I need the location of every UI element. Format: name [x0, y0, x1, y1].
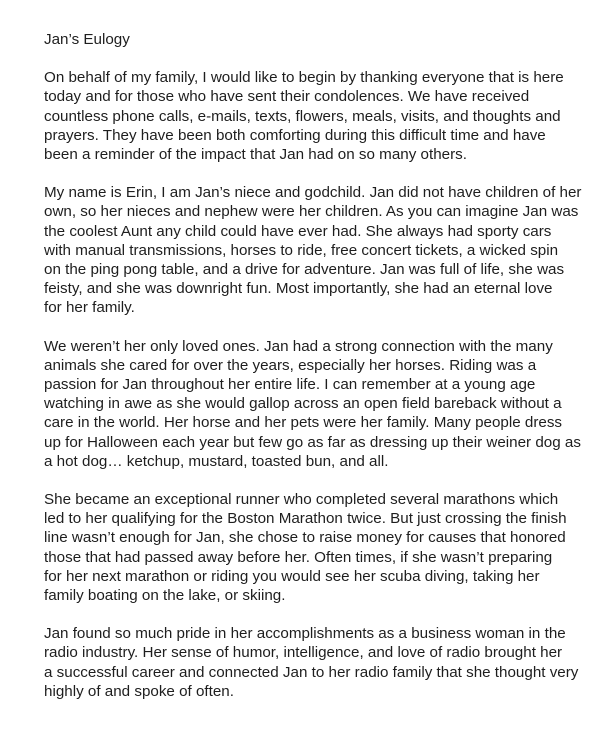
paragraph-line: She became an exceptional runner who completed several marathons which	[44, 491, 559, 509]
paragraph	[44, 490, 570, 605]
paragraph-line: Jan found so much pride in her accomplishments as a business woman in the	[44, 625, 566, 643]
paragraph-line: animals she cared for over the years, especially her horses. Riding was a	[44, 356, 537, 374]
paragraph-line: countless phone calls, e-mails, texts, flowers, meals, visits, and thoughts and	[44, 107, 561, 125]
paragraph	[44, 183, 582, 317]
paragraph-line: own, so her nieces and nephew were her children. As you can imagine Jan was	[44, 203, 579, 221]
paragraph-line: a hot dog… ketchup, mustard, toasted bun, and all.	[44, 452, 389, 470]
paragraph-line: a successful career and connected Jan to her radio family that she thought very	[44, 663, 579, 681]
paragraph-line: We weren’t her only loved ones. Jan had a strong connection with the many	[44, 337, 553, 355]
paragraph-line: radio industry. Her sense of humor, intelligence, and love of radio brought her	[44, 644, 563, 662]
paragraph-line: line wasn’t enough for Jan, she chose to raise money for causes that honored	[44, 529, 566, 547]
paragraph-line: on the ping pong table, and a drive for adventure. Jan was full of life, she was	[44, 261, 565, 279]
paragraph-line: On behalf of my family, I would like to begin by thanking everyone that is here	[44, 69, 564, 87]
paragraph-line: been a reminder of the impact that Jan had on so many others.	[44, 146, 467, 164]
paragraph-line: with manual transmissions, horses to ride, free concert tickets, a wicked spin	[44, 241, 559, 259]
document-title: Jan’s Eulogy	[44, 31, 130, 48]
paragraph-line: up for Halloween each year but few go as far as dressing up their weiner dog as	[44, 433, 581, 451]
paragraph	[44, 624, 579, 701]
paragraph-line: those that had passed away before her. Often times, if she wasn’t preparing	[44, 548, 553, 566]
paragraph-line: led to her qualifying for the Boston Marathon twice. But just crossing the finish	[44, 510, 567, 528]
paragraph	[44, 337, 581, 471]
paragraph-line: for her family.	[44, 299, 135, 317]
paragraph-line: family boating on the lake, or skiing.	[44, 587, 286, 605]
paragraph-line: today and for those who have sent their condolences. We have received	[44, 88, 530, 106]
paragraph-line: My name is Erin, I am Jan’s niece and godchild. Jan did not have children of her	[44, 184, 582, 202]
paragraph-line: highly of and spoke of often.	[44, 682, 234, 700]
paragraph-line: passion for Jan throughout her entire life. I can remember at a young age	[44, 376, 536, 394]
document-body	[44, 68, 582, 701]
paragraph-line: prayers. They have been both comforting during this difficult time and have	[44, 126, 546, 144]
paragraph-line: feisty, and she was downright fun. Most importantly, she had an eternal love	[44, 280, 553, 298]
paragraph-line: the coolest Aunt any child could have ever had. She always had sporty cars	[44, 222, 552, 240]
paragraph	[44, 68, 570, 164]
paragraph-line: care in the world. Her horse and her pets were her family. Many people dress	[44, 414, 563, 432]
paragraph-line: watching in awe as she would gallop across an open field bareback without a	[44, 395, 562, 413]
paragraph-line: for her next marathon or riding you would see her scuba diving, taking her	[44, 567, 540, 585]
